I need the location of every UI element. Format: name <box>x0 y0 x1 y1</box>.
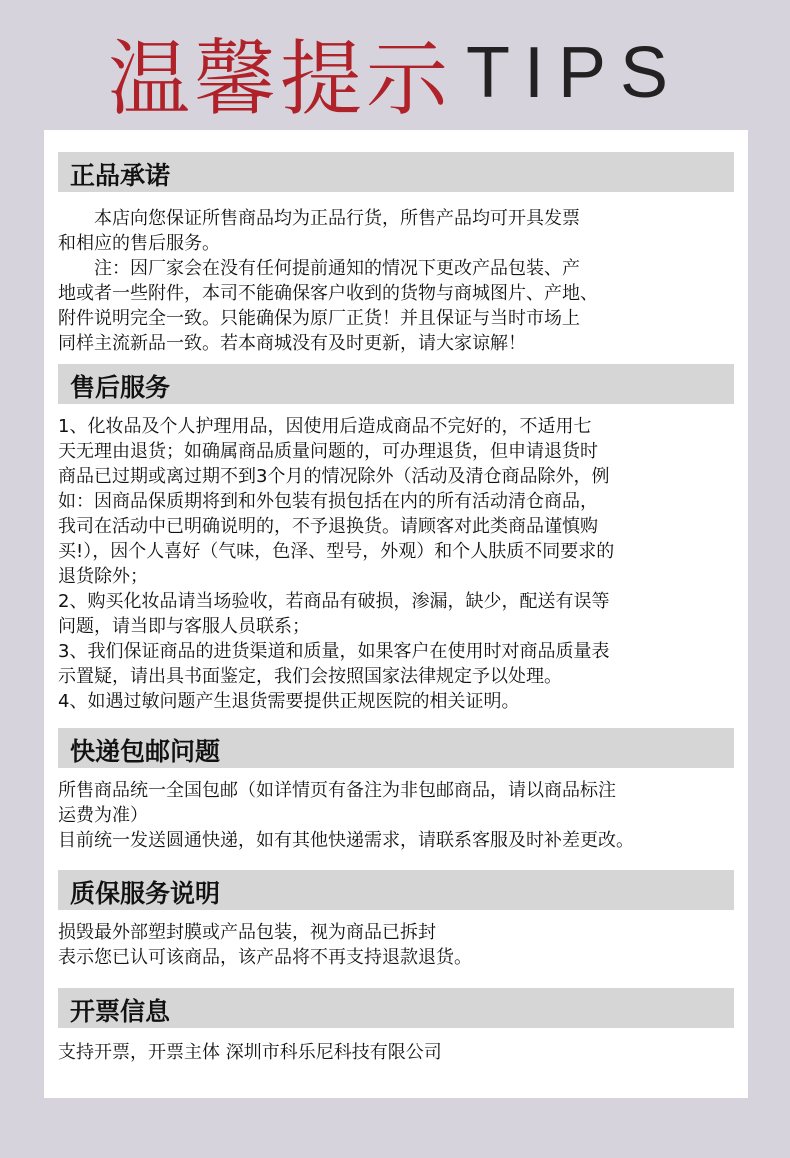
text-line: 天无理由退货；如确属商品质量问题的，可办理退货，但申请退货时 <box>58 441 598 462</box>
text-line: 买!），因个人喜好（气味，色泽、型号，外观）和个人肤质不同要求的 <box>58 541 615 562</box>
text-line: 1、化妆品及个人护理用品，因使用后造成商品不完好的，不适用七 <box>58 416 592 437</box>
section-body-invoice <box>58 1040 788 1065</box>
content-panel <box>44 130 748 1098</box>
section-heading: 质保服务说明 <box>70 879 221 908</box>
text-line: 问题，请当即与客服人员联系； <box>58 616 310 637</box>
text-line: 地或者一些附件，本司不能确保客户收到的货物与商城图片、产地、 <box>58 283 598 304</box>
text-line: 附件说明完全一致。只能确保为原厂正货！并且保证与当时市场上 <box>58 308 580 329</box>
text-line: 损毁最外部塑封膜或产品包装，视为商品已拆封 <box>58 922 436 943</box>
page-title <box>0 14 790 127</box>
text-line: 2、购买化妆品请当场验收，若商品有破损，渗漏，缺少，配送有误等 <box>58 591 610 612</box>
section-heading: 售后服务 <box>70 373 171 402</box>
text-line: 示置疑，请出具书面鉴定，我们会按照国家法律规定予以处理。 <box>58 666 562 687</box>
text-line: 我司在活动中已明确说明的，不予退换货。请顾客对此类商品谨慎购 <box>58 516 598 537</box>
section-heading: 开票信息 <box>70 997 171 1026</box>
section-heading: 快递包邮问题 <box>70 737 221 766</box>
text-line: 和相应的售后服务。 <box>58 233 220 254</box>
title-english: TIPS <box>465 32 683 113</box>
section-header-after-sales <box>58 364 734 404</box>
text-line: 3、我们保证商品的进货渠道和质量，如果客户在使用时对商品质量表 <box>58 641 610 662</box>
section-body-shipping <box>58 778 788 853</box>
section-heading: 正品承诺 <box>70 161 171 190</box>
text-line: 表示您已认可该商品，该产品将不再支持退款退货。 <box>58 947 472 968</box>
title-chinese: 温馨提示 <box>107 32 452 127</box>
text-line: 如：因商品保质期将到和外包装有损包括在内的所有活动清仓商品， <box>58 491 598 512</box>
text-line: 退货除外； <box>58 566 148 587</box>
text-line: 商品已过期或离过期不到3个月的情况除外（活动及清仓商品除外，例 <box>58 466 610 487</box>
section-header-invoice <box>58 988 734 1028</box>
section-header-authenticity <box>58 152 734 192</box>
section-body-authenticity <box>58 206 788 356</box>
section-header-shipping <box>58 728 734 768</box>
text-line: 所售商品统一全国包邮（如详情页有备注为非包邮商品，请以商品标注 <box>58 780 616 801</box>
text-line: 运费为准） <box>58 805 148 826</box>
section-body-after-sales <box>58 414 788 714</box>
section-header-warranty <box>58 870 734 910</box>
section-body-warranty <box>58 920 788 970</box>
text-line: 同样主流新品一致。若本商城没有及时更新，请大家谅解！ <box>58 333 526 354</box>
text-line: 目前统一发送圆通快递，如有其他快递需求，请联系客服及时补差更改。 <box>58 830 634 851</box>
text-line: 本店向您保证所售商品均为正品行货，所售产品均可开具发票 <box>58 208 580 229</box>
text-line: 4、如遇过敏问题产生退货需要提供正规医院的相关证明。 <box>58 691 520 712</box>
text-line: 支持开票，开票主体 深圳市科乐尼科技有限公司 <box>58 1042 442 1063</box>
text-line: 注：因厂家会在没有任何提前通知的情况下更改产品包装、产 <box>58 258 580 279</box>
